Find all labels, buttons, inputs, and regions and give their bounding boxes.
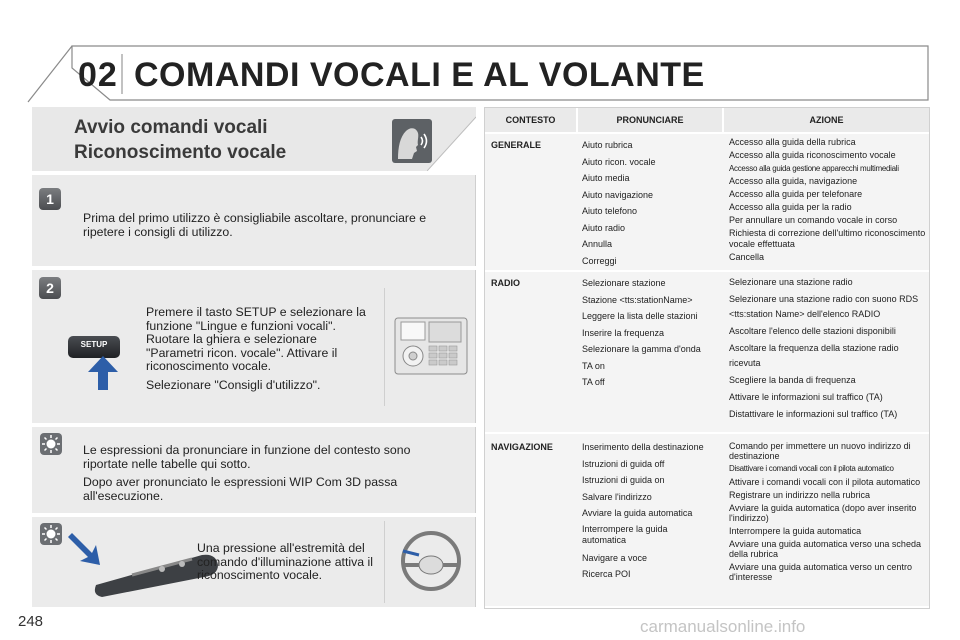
pronounce-item: Stazione <tts:stationName> — [582, 294, 693, 305]
pronounce-cell — [582, 275, 720, 391]
pronounce-item: TA on — [582, 360, 605, 371]
action-item: Avviare una guida automatica verso un centro d'interesse — [729, 562, 912, 582]
action-item: Accesso alla guida gestione apparecchi multimediali — [729, 164, 899, 173]
action-item: Registrare un indirizzo nella rubrica — [729, 490, 871, 500]
step-2-text — [146, 306, 371, 397]
pronounce-item: Annulla — [582, 239, 613, 249]
arrow-up-icon — [88, 356, 118, 390]
action-item: Ascoltare l'elenco delle stazioni disponibili — [729, 326, 896, 336]
pronounce-cell — [582, 137, 720, 269]
steering-wheel-illustration — [384, 521, 475, 603]
action-item: Selezionare una stazione radio con suono RDS <tts:station Name> dell'elenco RADIO — [729, 294, 919, 319]
tip-2-text: Una pressione all'estremità del comando d'illuminazione attiva il riconoscimento vocale. — [197, 541, 373, 582]
action-item: Accesso alla guida della rubrica — [729, 137, 856, 147]
action-item: Scegliere la banda di frequenza — [729, 375, 856, 385]
table-row-navigazione — [485, 434, 929, 606]
action-item: Accesso alla guida, navigazione — [729, 176, 858, 186]
pronounce-item: Avviare la guida automatica — [582, 508, 693, 518]
action-item: Avviare una guida automatica verso una scheda della rubrica — [729, 539, 921, 559]
step-1-text: Prima del primo utilizzo è consigliabile ascoltare, pronunciare e ripetere i consigli di utilizzo. — [83, 211, 427, 239]
action-cell — [729, 441, 927, 582]
section-title-line2: Riconoscimento vocale — [74, 142, 287, 163]
pronounce-item: Aiuto media — [582, 173, 630, 183]
context-cell: GENERALE — [491, 140, 542, 150]
action-item: Accesso alla guida per la radio — [729, 202, 852, 212]
table-header-pronounce: PRONUNCIARE — [578, 108, 722, 132]
step-2-panel — [32, 270, 476, 423]
pronounce-item: Selezionare stazione — [582, 278, 666, 288]
chapter-number: 02 — [78, 56, 118, 94]
setup-button-label: SETUP — [80, 340, 108, 349]
pronounce-item: Ricerca POI — [582, 569, 631, 579]
radio-unit-illustration — [384, 288, 473, 406]
action-item: Interrompere la guida automatica — [729, 526, 862, 536]
voice-commands-table — [484, 107, 930, 609]
context-cell: RADIO — [491, 278, 520, 288]
action-item: Disattivare i comandi vocali con il pilota automatico — [729, 464, 894, 473]
tip-1-text — [83, 444, 438, 508]
step-2-selection: Selezionare "Consigli d'utilizzo". — [146, 377, 321, 392]
pronounce-item: Inserimento della destinazione — [582, 442, 704, 452]
voice-command-icon — [392, 119, 432, 163]
action-item: Richiesta di correzione dell'ultimo riconoscimento vocale effettuata — [729, 228, 926, 249]
pronounce-item: Istruzioni di guida off — [582, 458, 665, 469]
action-item: Attivare i comandi vocali con il pilota automatico — [729, 477, 921, 487]
action-item: Per annullare un comando vocale in corso — [729, 215, 898, 225]
pronounce-item: Correggi — [582, 255, 617, 266]
action-cell — [729, 275, 927, 422]
panel-corner-cut — [427, 107, 476, 171]
context-cell: NAVIGAZIONE — [491, 442, 553, 452]
tip-2-panel — [32, 517, 476, 607]
step-number-badge: 2 — [39, 277, 61, 299]
pronounce-item: Leggere la lista delle stazioni — [582, 311, 698, 321]
action-cell — [729, 137, 927, 263]
pronounce-item: Aiuto ricon. vocale — [582, 156, 656, 167]
pronounce-item: Interrompere la guida automatica — [582, 523, 668, 545]
pronounce-item: Salvare l'indirizzo — [582, 491, 652, 502]
pronounce-item: TA off — [582, 377, 605, 387]
tip-1-panel — [32, 427, 476, 513]
action-item: Avviare la guida automatica (dopo aver inserito l'indirizzo) — [729, 503, 917, 523]
action-item: Ascoltare la frequenza della stazione radio ricevuta — [729, 343, 899, 368]
section-title-panel — [32, 107, 476, 171]
tip-lightbulb-icon — [40, 523, 62, 545]
pronounce-item: Selezionare la gamma d'onda — [582, 344, 701, 354]
step-2-instruction: Premere il tasto SETUP e selezionare la funzione "Lingue e funzioni vocali". Ruotare la ghiera e selezionare "Parametri ricon. vocale". Attivare il riconoscimento vocale. — [146, 305, 366, 373]
table-row-generale — [485, 134, 929, 270]
pronounce-item: Aiuto navigazione — [582, 189, 654, 200]
action-item: Accesso alla guida per telefonare — [729, 189, 863, 199]
pronounce-item: Aiuto radio — [582, 222, 626, 233]
table-header-action: AZIONE — [724, 108, 929, 132]
action-item: Accesso alla guida riconoscimento vocale — [729, 150, 896, 160]
pronounce-item: Istruzioni di guida on — [582, 475, 665, 485]
watermark: carmanualsonline.info — [640, 617, 806, 636]
step-1-panel — [32, 175, 476, 266]
action-item: Comando per immettere un nuovo indirizzo di destinazione — [729, 441, 911, 461]
table-row-radio — [485, 272, 929, 432]
action-item: Cancella — [729, 252, 765, 262]
pronounce-cell — [582, 439, 714, 583]
section-title-line1: Avvio comandi vocali — [74, 117, 268, 138]
table-header-context: CONTESTO — [485, 108, 576, 132]
tip-lightbulb-icon — [40, 433, 62, 455]
step-number-badge: 1 — [39, 188, 61, 210]
page-number: 248 — [18, 613, 44, 630]
action-item: Distattivare le informazioni sul traffico (TA) — [729, 409, 898, 419]
pronounce-item: Inserire la frequenza — [582, 327, 665, 338]
pronounce-item: Aiuto rubrica — [582, 140, 633, 150]
tip-1-paragraph-2: Dopo aver pronunciato le espressioni WIP Com 3D passa all'esecuzione. — [83, 475, 398, 503]
pronounce-item: Aiuto telefono — [582, 206, 638, 216]
action-item: Attivare le informazioni sul traffico (TA) — [729, 392, 883, 402]
pronounce-item: Navigare a voce — [582, 552, 648, 563]
action-item: Selezionare una stazione radio — [729, 277, 853, 287]
page-title: COMANDI VOCALI E AL VOLANTE — [134, 56, 705, 94]
tip-1-paragraph-1: Le espressioni da pronunciare in funzione del contesto sono riportate nelle tabelle qui sotto. — [83, 443, 411, 471]
